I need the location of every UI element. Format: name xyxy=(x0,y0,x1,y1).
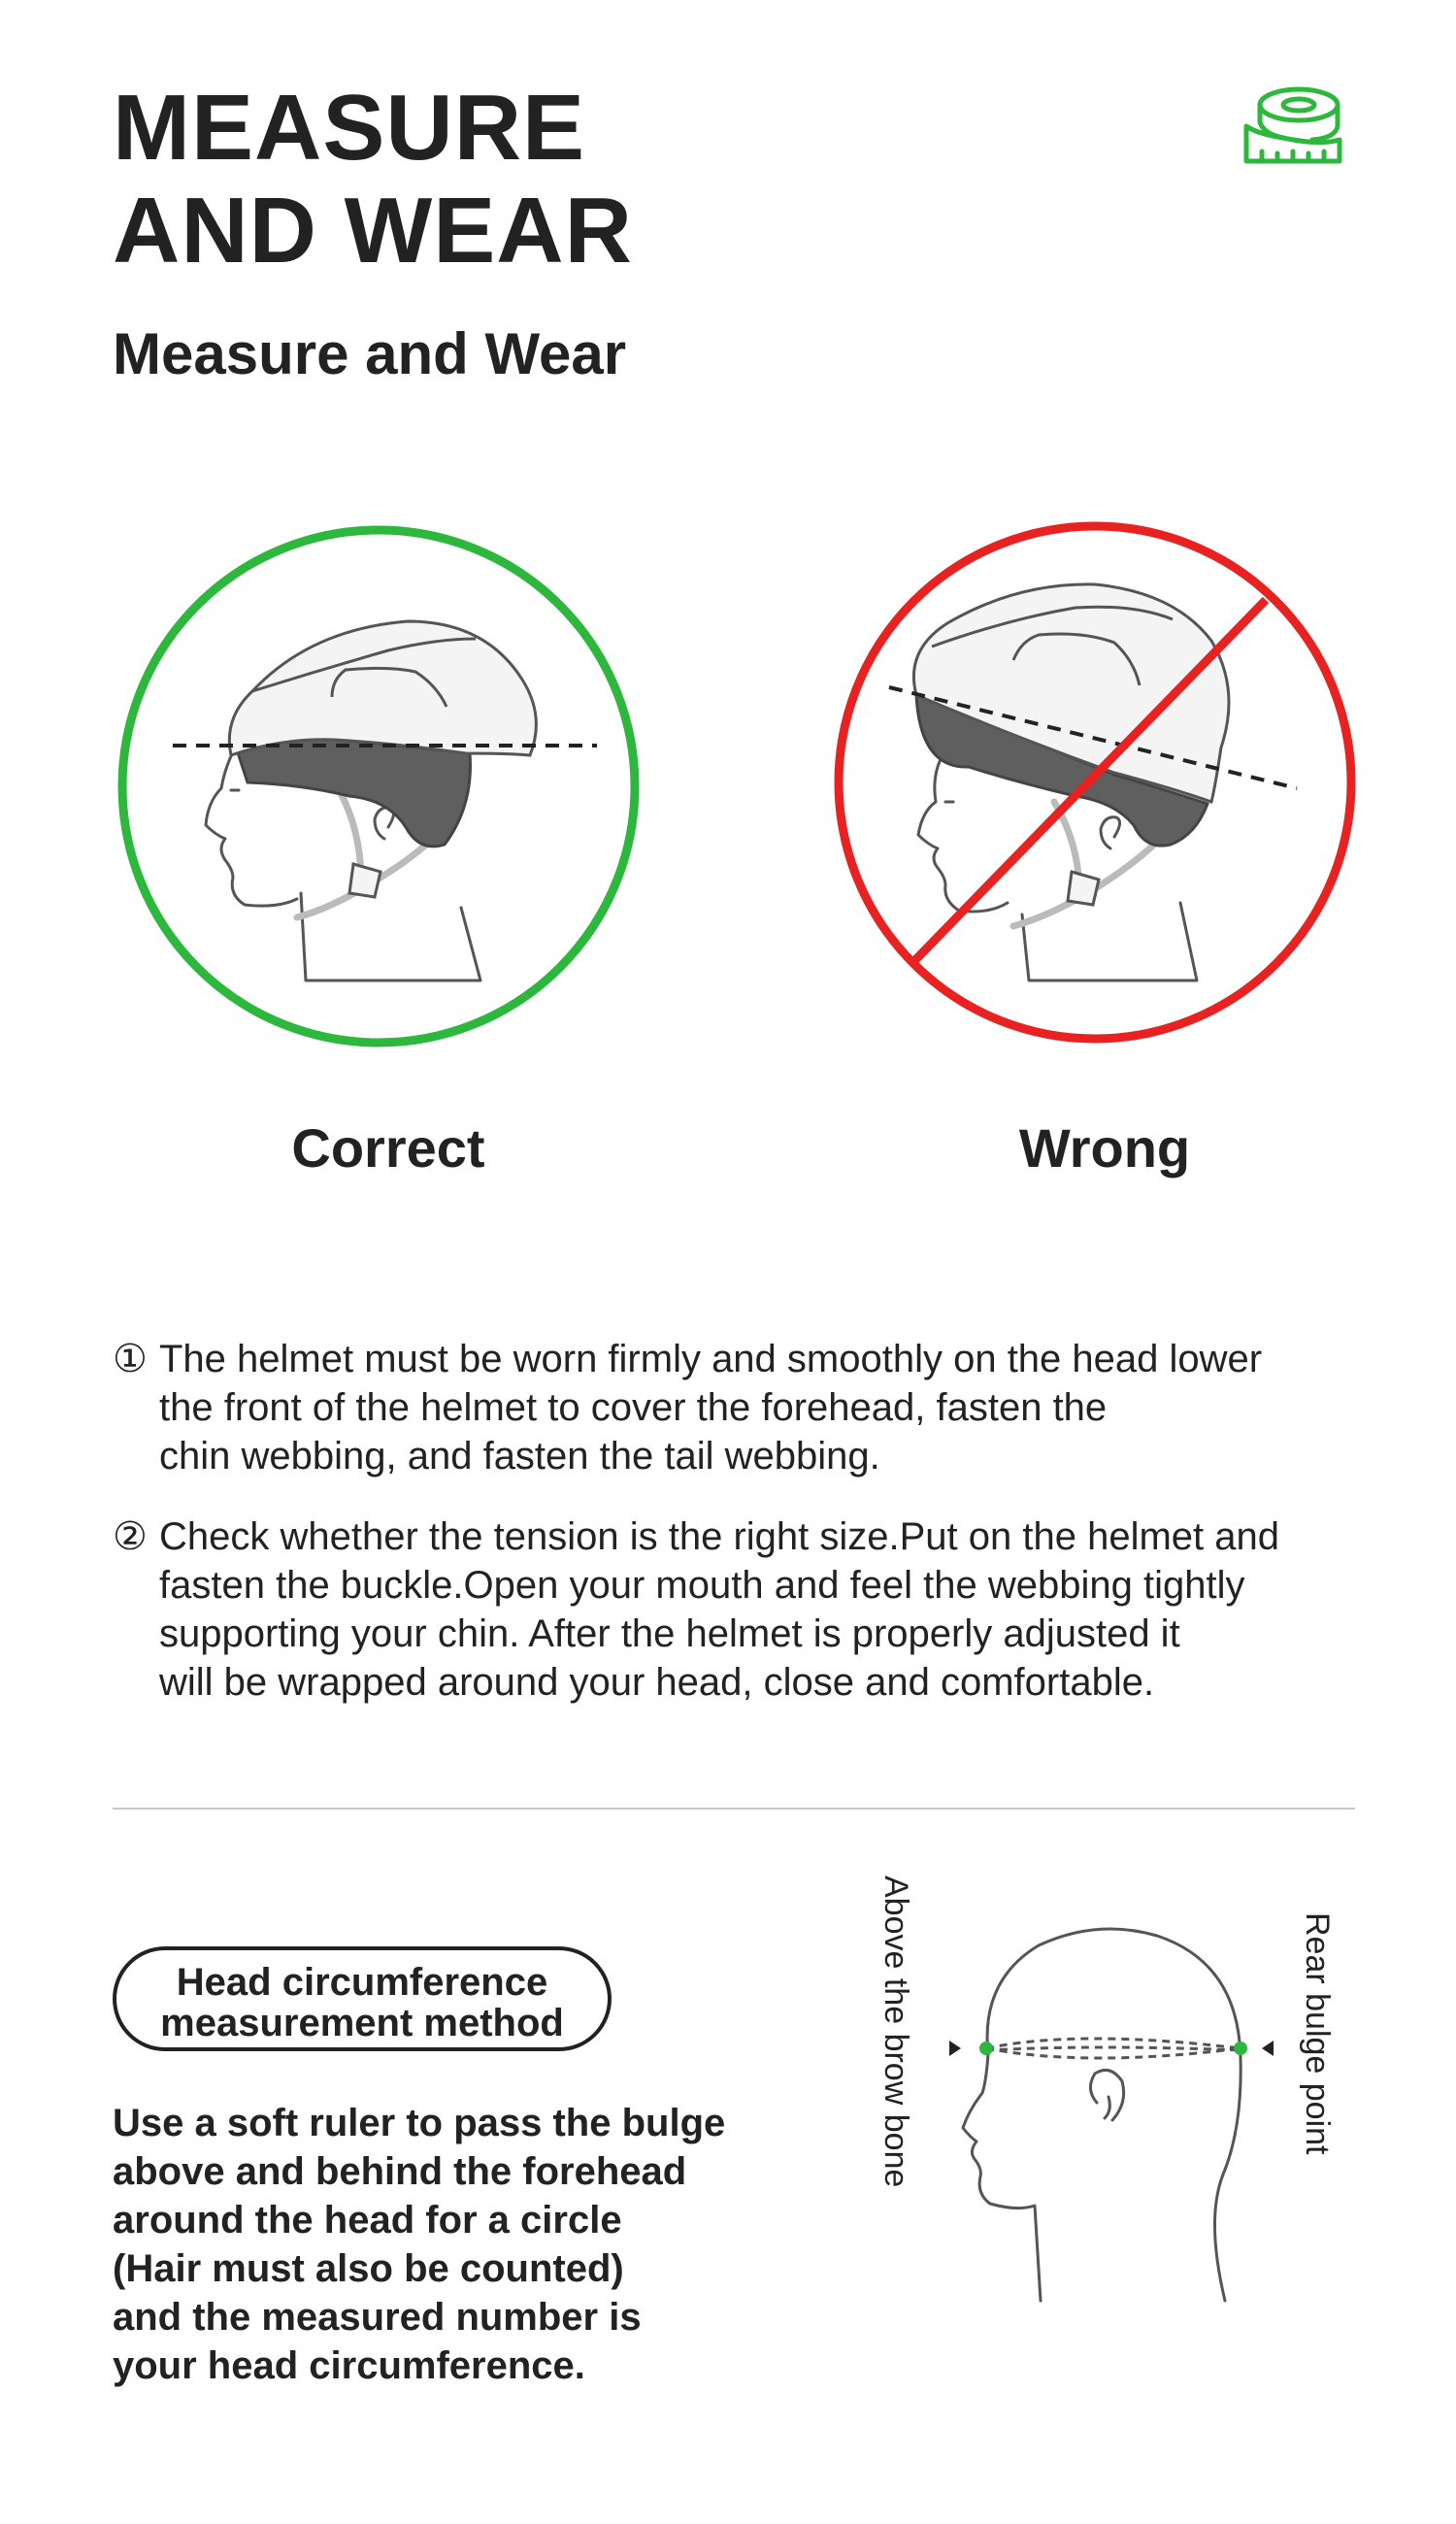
instruction-1-number: ① xyxy=(113,1338,148,1380)
correct-caption: Correct xyxy=(291,1117,485,1179)
instruction-2-line-3: supporting your chin. After the helmet is properly adjusted it xyxy=(159,1612,1180,1655)
measurement-description xyxy=(113,2099,811,2390)
instruction-2-line-4: will be wrapped around your head, close and comfortable. xyxy=(159,1661,1155,1704)
label-above-brow-bone: Above the brow bone xyxy=(877,1876,914,2188)
instruction-1 xyxy=(113,1335,1404,1480)
page-title-line-2: AND WEAR xyxy=(113,179,633,282)
wrong-fit-illustration xyxy=(823,515,1367,1058)
instruction-2-line-2: fasten the buckle.Open your mouth and feel the webbing tightly xyxy=(159,1564,1245,1607)
wrong-caption: Wrong xyxy=(1018,1117,1191,1179)
instruction-1-line-3: chin webbing, and fasten the tail webbing. xyxy=(159,1435,880,1478)
head-measurement-diagram xyxy=(932,1903,1301,2310)
page-title-line-1: MEASURE xyxy=(113,76,586,180)
front-point-marker xyxy=(979,2042,993,2055)
rear-point-marker xyxy=(1234,2042,1247,2055)
instruction-1-line-1: The helmet must be worn firmly and smoothly on the head lower xyxy=(159,1338,1263,1380)
instruction-1-line-2: the front of the helmet to cover the forehead, fasten the xyxy=(159,1386,1108,1429)
tape-measure-icon xyxy=(1242,83,1343,169)
instruction-2-line-1: Check whether the tension is the right size.Put on the helmet and xyxy=(159,1515,1280,1558)
badge-line-2: measurement method xyxy=(160,2002,564,2044)
badge-line-1: Head circumference xyxy=(176,1961,548,2004)
description-line-5: and the measured number is xyxy=(113,2296,642,2339)
instruction-2-number: ② xyxy=(113,1515,148,1558)
instruction-2 xyxy=(113,1512,1404,1707)
correct-fit-illustration xyxy=(107,524,650,1068)
page-subtitle: Measure and Wear xyxy=(113,321,627,386)
description-line-4: (Hair must also be counted) xyxy=(113,2247,624,2290)
measurement-method-badge xyxy=(113,1946,612,2051)
description-line-6: your head circumference. xyxy=(113,2344,585,2387)
description-line-2: above and behind the forehead xyxy=(113,2150,687,2193)
section-divider xyxy=(113,1808,1355,1810)
description-line-3: around the head for a circle xyxy=(113,2199,622,2242)
label-rear-bulge-point: Rear bulge point xyxy=(1299,1912,1336,2155)
description-line-1: Use a soft ruler to pass the bulge xyxy=(113,2102,726,2144)
